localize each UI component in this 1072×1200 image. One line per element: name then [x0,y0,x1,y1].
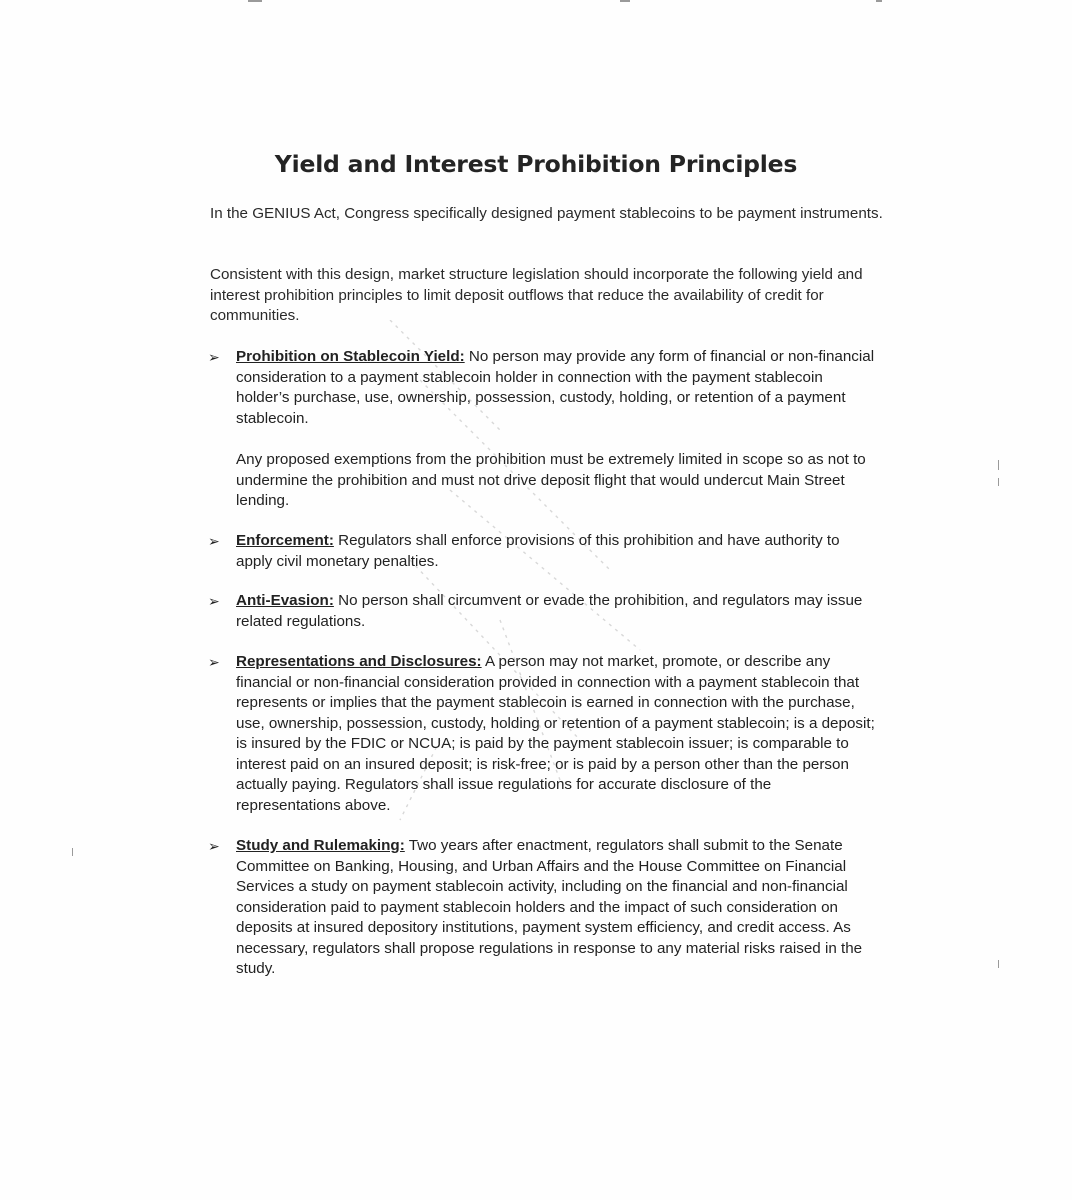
intro-paragraph: In the GENIUS Act, Congress specifically designed payment stablecoins to be payment instruments. [210,205,883,222]
principle-text [236,531,876,572]
scan-artifact [876,0,882,2]
arrow-bullet-icon: ➢ [208,533,220,549]
principle-body: No person may provide any form of financial or non-financial consideration to a payment stablecoin holder in connection with the payment stablecoin holder’s purchase, use, ownership, possession, custody, holding, or retention of a payment stablecoin. [236,348,875,427]
document-title: Yield and Interest Prohibition Principles [274,150,798,178]
principle-heading: Anti-Evasion: [236,592,334,609]
design-paragraph: Consistent with this design, market structure legislation should incorporate the following yield and interest prohibition principles to limit deposit outflows that reduce the availability of credit for communities. [210,266,863,324]
principle-body: No person shall circumvent or evade the prohibition, and regulators may issue related regulations. [236,592,863,630]
principle-body: A person may not market, promote, or describe any financial or non-financial consideration provided in connection with a payment stablecoin that represents or implies that the payment stablecoin is earned in connection with the purchase, use, ownership, possession, custody, holding or retention of a payment stablecoin; is a deposit; is insured by the FDIC or NCUA; is paid by the payment stablecoin issuer; is comparable to interest paid on an insured deposit; is risk-free; or is paid by a person other than the person actually paying. Regulators shall issue regulations for accurate disclosure of the representations above. [236,653,875,814]
scan-artifact [248,0,262,2]
principle-heading: Enforcement: [236,532,334,549]
arrow-bullet-icon: ➢ [208,349,220,365]
arrow-bullet-icon: ➢ [208,593,220,609]
arrow-bullet-icon: ➢ [208,654,220,670]
principle-heading: Prohibition on Stablecoin Yield: [236,348,465,365]
scan-artifact [72,848,73,856]
principle-text [236,347,876,429]
scan-artifact [998,960,999,968]
exemptions-paragraph: Any proposed exemptions from the prohibition must be extremely limited in scope so as not to undermine the prohibition and must not drive deposit flight that would undercut Main Street lending. [236,451,866,509]
arrow-bullet-icon: ➢ [208,838,220,854]
principle-text [236,652,876,816]
principle-text [236,836,876,980]
principle-text [236,591,876,632]
scan-artifact [998,460,999,470]
principle-body: Regulators shall enforce provisions of this prohibition and have authority to apply civil monetary penalties. [236,532,840,570]
principle-body: Two years after enactment, regulators shall submit to the Senate Committee on Banking, Housing, and Urban Affairs and the House Committee on Financial Services a study on payment stablecoin activity, including on the financial and non-financial consideration paid to payment stablecoin holders and the impact of such consideration on deposits at insured depository institutions, payment system efficiency, and credit access. As necessary, regulators shall propose regulations in response to any material risks raised in the study. [236,837,863,977]
scan-artifact [998,478,999,486]
scan-artifact [620,0,630,2]
principle-heading: Study and Rulemaking: [236,837,405,854]
principle-heading: Representations and Disclosures: [236,653,482,670]
